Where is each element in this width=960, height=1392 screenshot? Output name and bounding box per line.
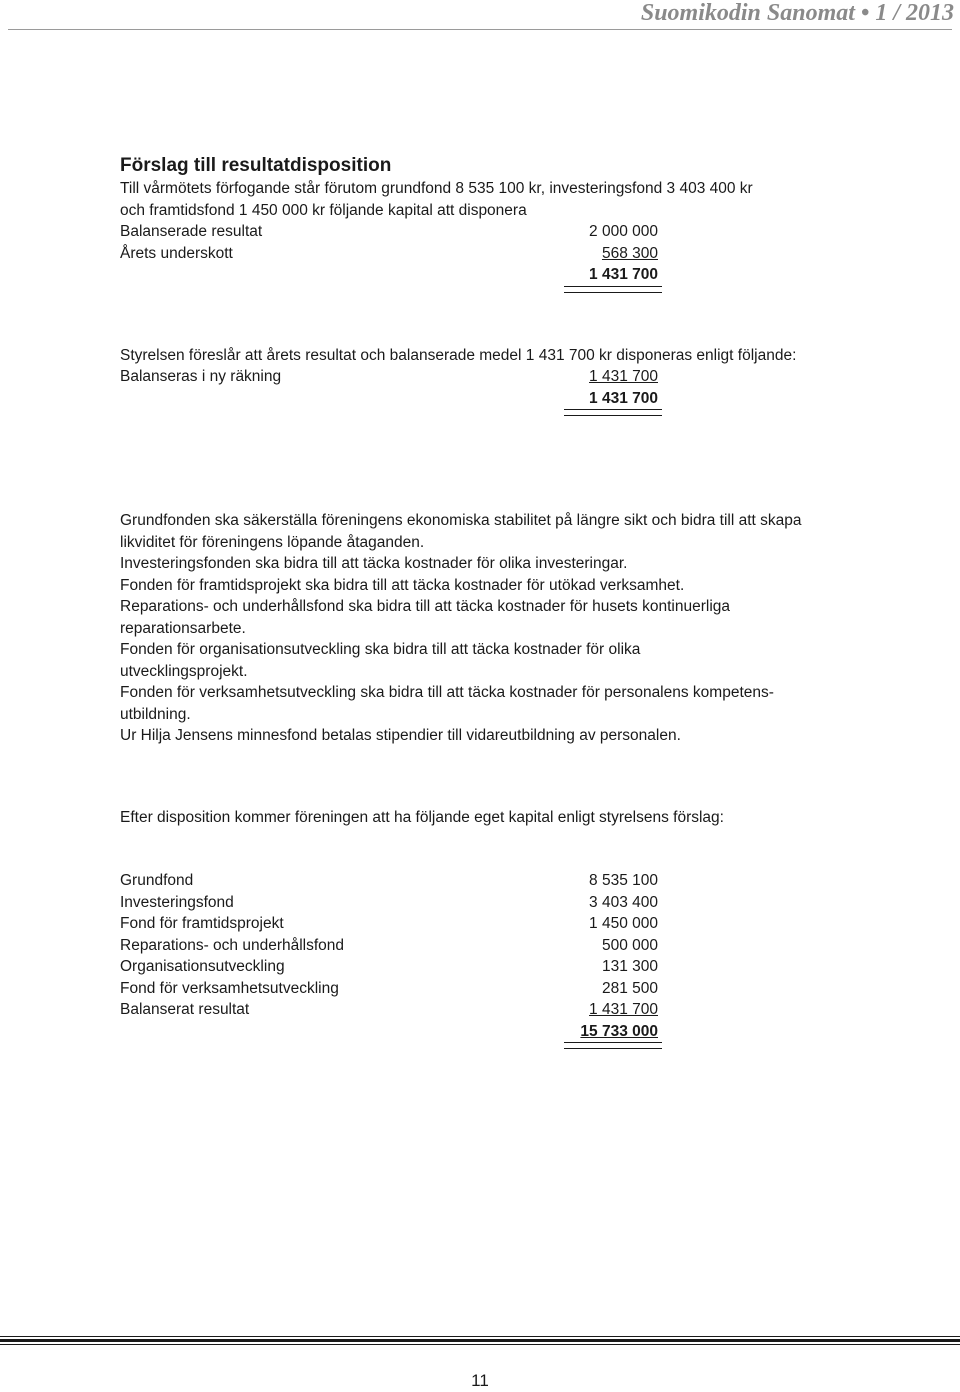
equity-row bbox=[120, 956, 890, 978]
row-amount: 568 300 bbox=[601, 244, 658, 262]
document-body bbox=[120, 154, 890, 1049]
header-rule bbox=[8, 29, 952, 30]
fund-purposes-section bbox=[120, 510, 890, 747]
total-row bbox=[120, 388, 890, 410]
footer-rule bbox=[0, 1339, 960, 1342]
total-row bbox=[120, 1021, 890, 1043]
fund-purpose-line: Fonden för framtidsprojekt ska bidra till att täcka kostnader för utökad verksamhet. bbox=[120, 576, 685, 594]
equity-row bbox=[120, 913, 890, 935]
row-label: Reparations- och underhållsfond bbox=[120, 936, 345, 954]
row-label: Organisationsutveckling bbox=[120, 958, 285, 975]
total-amount: 1 431 700 bbox=[589, 389, 658, 407]
fund-purpose-line: Reparations- och underhållsfond ska bidra till att täcka kostnader för husets kontinuerliga bbox=[120, 598, 731, 615]
fund-purpose-line: utbildning. bbox=[120, 705, 191, 723]
proposal-statement: Styrelsen föreslår att årets resultat och balanserade medel 1 431 700 kr disponeras enligt följande: bbox=[120, 346, 797, 364]
total-amount: 15 733 000 bbox=[580, 1022, 658, 1040]
amount-row bbox=[120, 243, 890, 265]
amount-row bbox=[120, 221, 890, 243]
row-amount: 1 450 000 bbox=[589, 915, 658, 932]
row-amount: 2 000 000 bbox=[589, 223, 658, 240]
row-amount: 1 431 700 bbox=[589, 368, 658, 385]
footer-rules bbox=[0, 1336, 960, 1345]
row-label: Balanserat resultat bbox=[120, 1001, 250, 1018]
fund-purpose-line: Fonden för organisationsutveckling ska bidra till att täcka kostnader för olika bbox=[120, 641, 641, 658]
row-amount: 131 300 bbox=[601, 958, 658, 975]
fund-purpose-line: reparationsarbete. bbox=[120, 619, 246, 637]
footer-rule bbox=[0, 1344, 960, 1345]
equity-row bbox=[120, 935, 890, 957]
fund-purpose-line: Investeringsfonden ska bidra till att täcka kostnader för olika investeringar. bbox=[120, 555, 628, 572]
fund-purpose-line: Grundfonden ska säkerställa föreningens ekonomiska stabilitet på längre sikt och bidra till att skapa bbox=[120, 512, 802, 529]
equity-statement-section bbox=[120, 807, 890, 829]
total-row bbox=[120, 264, 890, 286]
row-amount: 500 000 bbox=[601, 936, 658, 954]
footer-rule bbox=[0, 1336, 960, 1337]
result-disposition-section bbox=[120, 154, 890, 293]
row-label: Investeringsfond bbox=[120, 893, 234, 911]
row-amount: 1 431 700 bbox=[589, 1001, 658, 1018]
fund-purpose-line: Fonden för verksamhetsutveckling ska bidra till att täcka kostnader för personalens kompetens- bbox=[120, 684, 774, 701]
equity-row bbox=[120, 999, 890, 1021]
double-underline bbox=[564, 286, 662, 293]
publication-header: Suomikodin Sanomat • 1 / 2013 bbox=[640, 0, 954, 26]
section-heading: Förslag till resultatdisposition bbox=[120, 155, 392, 176]
equity-row bbox=[120, 892, 890, 914]
board-proposal-section bbox=[120, 345, 890, 417]
intro-line: Till vårmötets förfogande står förutom grundfond 8 535 100 kr, investeringsfond 3 403 400 kr bbox=[120, 180, 753, 197]
row-label: Balanserade resultat bbox=[120, 223, 263, 240]
row-label: Fond för framtidsprojekt bbox=[120, 915, 284, 932]
equity-row bbox=[120, 978, 890, 1000]
amount-row bbox=[120, 366, 890, 388]
row-amount: 3 403 400 bbox=[589, 893, 658, 911]
row-label: Årets underskott bbox=[120, 244, 233, 262]
equity-statement: Efter disposition kommer föreningen att ha följande eget kapital enligt styrelsens förslag: bbox=[120, 808, 724, 826]
fund-purpose-line: Ur Hilja Jensens minnesfond betalas stipendier till vidareutbildning av personalen. bbox=[120, 727, 681, 744]
fund-purpose-line: likviditet för föreningens löpande åtaganden. bbox=[120, 533, 425, 551]
double-underline bbox=[564, 1042, 662, 1049]
equity-table bbox=[120, 870, 890, 1049]
row-label: Balanseras i ny räkning bbox=[120, 368, 282, 385]
intro-line: och framtidsfond 1 450 000 kr följande kapital att disponera bbox=[120, 201, 527, 219]
row-label: Grundfond bbox=[120, 872, 194, 889]
fund-purpose-line: utvecklingsprojekt. bbox=[120, 662, 248, 680]
row-amount: 8 535 100 bbox=[589, 872, 658, 889]
row-label: Fond för verksamhetsutveckling bbox=[120, 979, 339, 997]
page-number: 11 bbox=[471, 1371, 489, 1390]
row-amount: 281 500 bbox=[601, 979, 658, 997]
double-underline bbox=[564, 409, 662, 416]
equity-row bbox=[120, 870, 890, 892]
total-amount: 1 431 700 bbox=[589, 266, 658, 283]
